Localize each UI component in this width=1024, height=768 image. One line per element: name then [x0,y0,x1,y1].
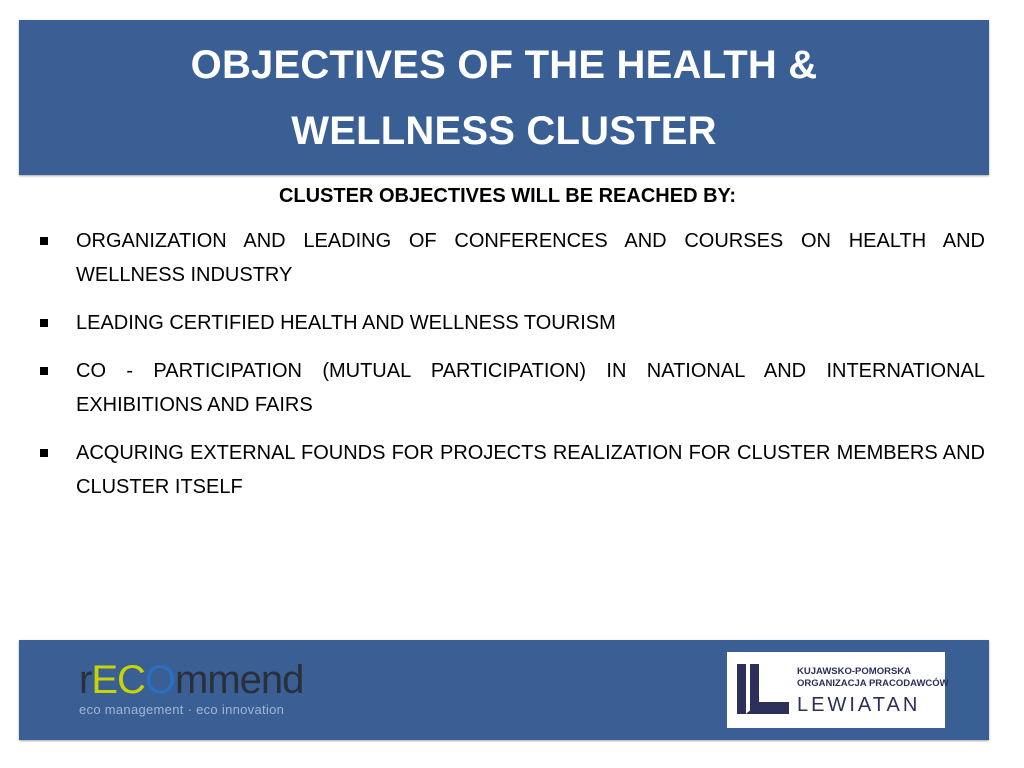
lewiatan-subtitle-line-2: ORGANIZACJA PRACODAWCÓW [797,678,949,689]
recommend-logo [79,658,319,722]
slide-title-line-1: OBJECTIVES OF THE HEALTH & [190,42,818,87]
slide-title-line-2: WELLNESS CLUSTER [291,108,717,153]
section-subtitle: CLUSTER OBJECTIVES WILL BE REACHED BY: [278,185,737,207]
square-bullet-icon [40,319,48,327]
list-item [30,354,985,422]
recommend-logo-part: mmend [175,658,304,702]
recommend-logo-part: O [144,658,176,702]
slide-content [30,182,985,518]
title-bar [19,20,989,175]
slide-title [191,32,818,164]
square-bullet-icon [40,237,48,245]
list-item-text: LEADING CERTIFIED HEALTH AND WELLNESS TOURISM [76,312,616,334]
recommend-logo-tagline: eco management · eco innovation [79,702,285,717]
objectives-list [30,224,985,504]
lewiatan-name: LEWIATAN [797,694,921,716]
list-item-text: ACQURING EXTERNAL FOUNDS FOR PROJECTS REALIZATION FOR CLUSTER MEMBERS AND CLUSTER ITSELF [76,442,985,498]
recommend-logo-part: EC [91,658,145,702]
square-bullet-icon [40,449,48,457]
list-item-text: ORGANIZATION AND LEADING OF CONFERENCES AND COURSES ON HEALTH AND WELLNESS INDUSTRY [76,230,985,286]
list-item [30,306,985,340]
recommend-logo-wordmark [79,658,303,703]
footer-bar [19,640,989,740]
lewiatan-mark-icon [735,662,791,718]
lewiatan-logo [727,652,949,728]
lewiatan-subtitle-line-1: KUJAWSKO-POMORSKA [797,666,912,677]
lewiatan-subtitle [797,666,949,690]
list-item [30,436,985,504]
recommend-logo-part: r [79,658,92,702]
list-item [30,224,985,292]
square-bullet-icon [40,367,48,375]
list-item-text: CO - PARTICIPATION (MUTUAL PARTICIPATION) IN NATIONAL AND INTERNATIONAL EXHIBITIONS AND FAIRS [76,360,985,416]
